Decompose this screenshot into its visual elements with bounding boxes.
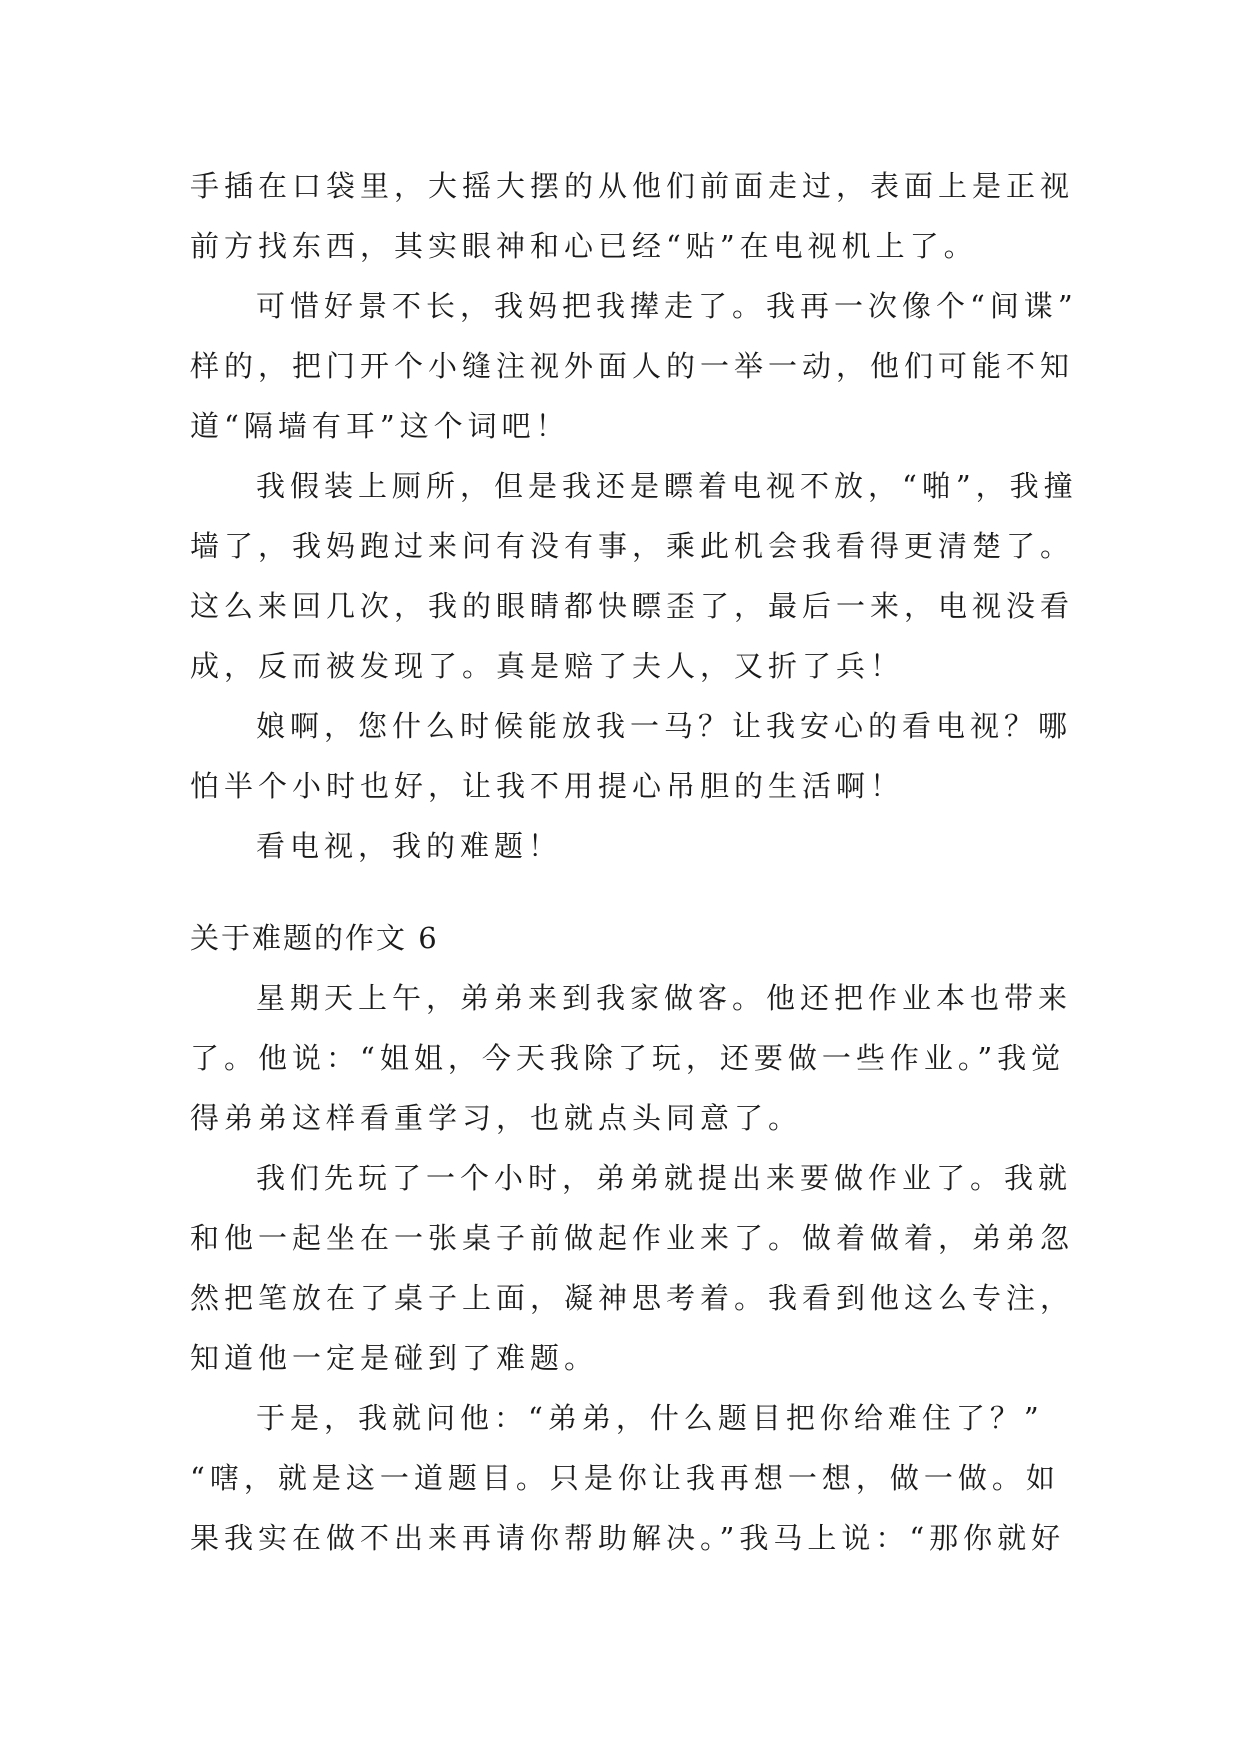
text-line: 手插在口袋里，大摇大摆的从他们前面走过，表面上是正视 [190, 169, 1075, 203]
section-heading: 关于难题的作文 6 [190, 921, 439, 955]
text-line: 样的，把门开个小缝注视外面人的一举一动，他们可能不知 [190, 349, 1075, 383]
text-line: 道“隔墙有耳”这个词吧！ [190, 409, 570, 443]
text-line: 前方找东西，其实眼神和心已经“贴”在电视机上了。 [190, 229, 978, 263]
text-line: 知道他一定是碰到了难题。 [190, 1341, 599, 1375]
text-line: 我假装上厕所，但是我还是瞟着电视不放，“啪”，我撞 [256, 469, 1078, 503]
text-line: 星期天上午，弟弟来到我家做客。他还把作业本也带来 [256, 981, 1073, 1015]
text-line: 然把笔放在了桌子上面，凝神思考着。我看到他这么专注， [190, 1281, 1075, 1315]
text-line: 果我实在做不出来再请你帮助解决。”我马上说：“那你就好 [190, 1521, 1066, 1555]
text-line: 于是，我就问他：“弟弟，什么题目把你给难住了？” [256, 1401, 1044, 1435]
text-line: 怕半个小时也好，让我不用提心吊胆的生活啊！ [190, 769, 905, 803]
text-line: 这么来回几次，我的眼睛都快瞟歪了，最后一来，电视没看 [190, 589, 1075, 623]
text-line: 娘啊，您什么时候能放我一马？让我安心的看电视？哪 [256, 709, 1073, 743]
text-line: 了。他说：“姐姐，今天我除了玩，还要做一些作业。”我觉 [190, 1041, 1066, 1075]
text-line: 可惜好景不长，我妈把我撵走了。我再一次像个“间谍” [256, 289, 1078, 323]
text-line: 得弟弟这样看重学习，也就点头同意了。 [190, 1101, 803, 1135]
text-line: 和他一起坐在一张桌子前做起作业来了。做着做着，弟弟忽 [190, 1221, 1075, 1255]
text-line: 我们先玩了一个小时，弟弟就提出来要做作业了。我就 [256, 1161, 1073, 1195]
text-line: 看电视，我的难题！ [256, 829, 563, 863]
text-line: “嗐，就是这一道题目。只是你让我再想一想，做一做。如 [190, 1461, 1060, 1495]
text-line: 成，反而被发现了。真是赔了夫人，又折了兵！ [190, 649, 905, 683]
text-line: 墙了，我妈跑过来问有没有事，乘此机会我看得更清楚了。 [190, 529, 1075, 563]
